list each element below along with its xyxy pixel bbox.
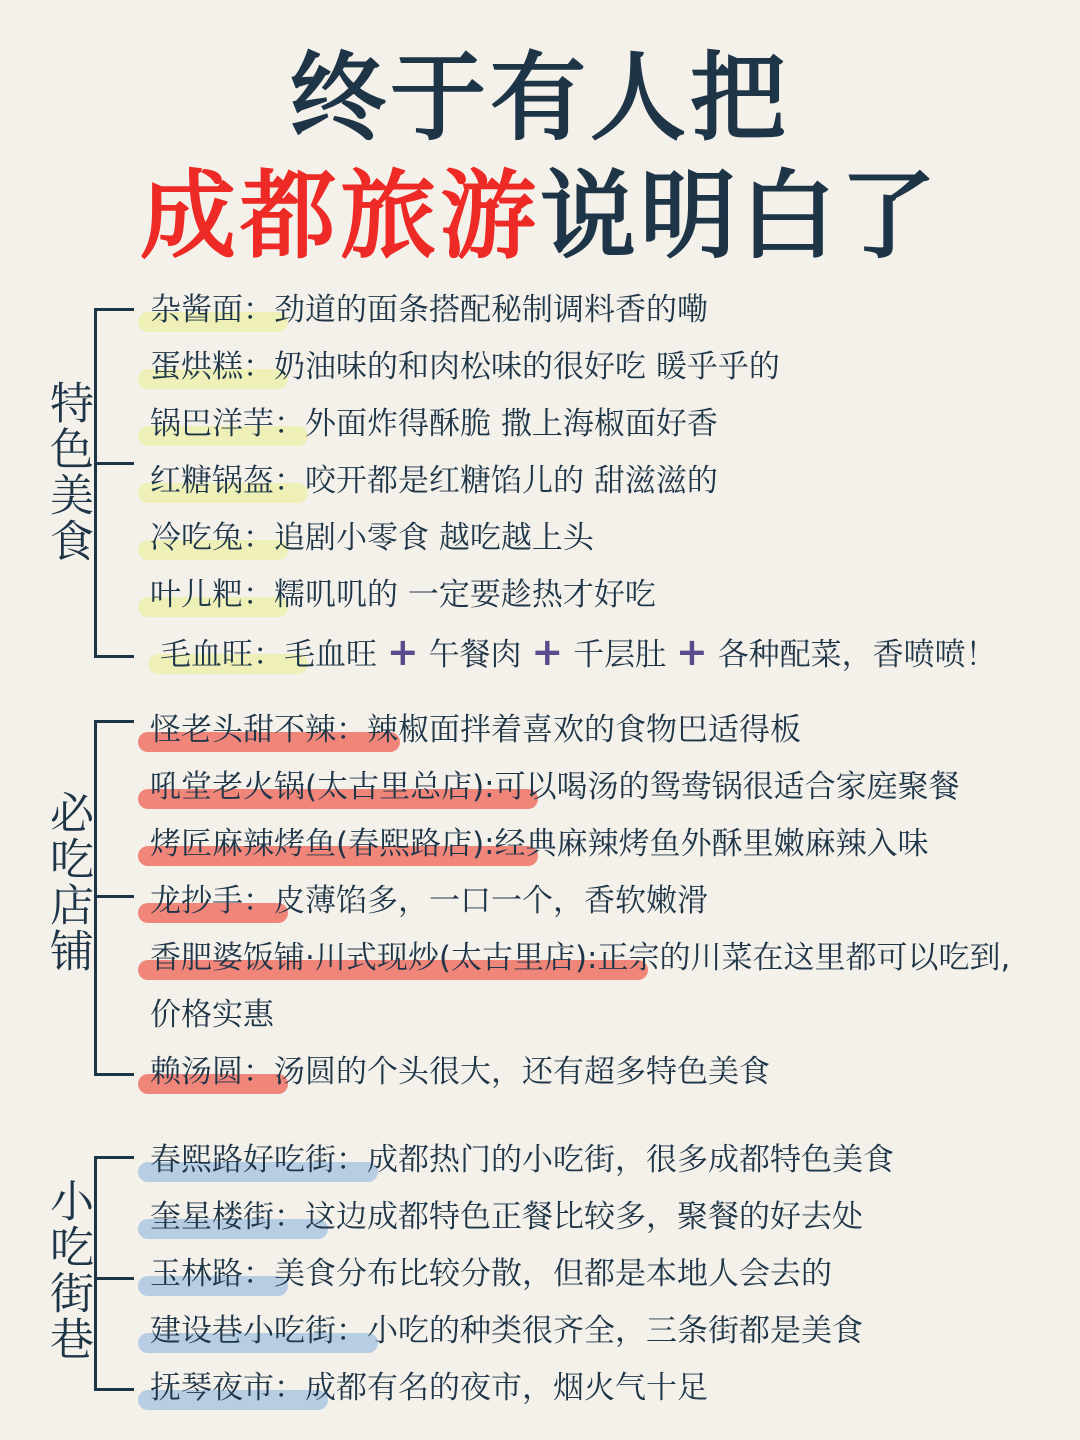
- item-name: 毛血旺：: [160, 637, 284, 673]
- list-item: [150, 1311, 1080, 1368]
- item-desc: 辣椒面拌着喜欢的食物巴适得板: [367, 712, 801, 748]
- item-name: 蛋烘糕：: [150, 349, 274, 385]
- item-desc: 成都热门的小吃街，很多成都特色美食: [367, 1142, 894, 1178]
- item-desc: 这边成都特色正餐比较多，聚餐的好去处: [305, 1199, 863, 1235]
- item-desc: 奶油味的和肉松味的很好吃 暖乎乎的: [274, 349, 780, 385]
- item-name: 建设巷小吃街：: [150, 1313, 367, 1349]
- item-desc: 咬开都是红糖馅儿的 甜滋滋的: [305, 463, 718, 499]
- list-item: [160, 632, 1080, 689]
- item-name: 红糖锅盔：: [150, 463, 305, 499]
- item-part: 千层肚: [573, 637, 667, 673]
- item-desc: 正宗的川菜在这里都可以吃到,: [597, 940, 1011, 976]
- list-item: [150, 1254, 1080, 1311]
- item-desc: 糯叽叽的 一定要趁热才好吃: [274, 577, 656, 613]
- item-desc: 汤圆的个头很大，还有超多特色美食: [274, 1054, 770, 1090]
- plus-icon: +: [386, 630, 419, 674]
- bracket-line: [94, 720, 134, 1076]
- item-name: 龙抄手：: [150, 883, 274, 919]
- item-name: 冷吃兔：: [150, 520, 274, 556]
- item-desc: 追剧小零食 越吃越上头: [274, 520, 594, 556]
- item-part: 毛血旺: [284, 637, 377, 673]
- list-item: [150, 290, 1080, 347]
- item-name: 杂酱面：: [150, 292, 274, 328]
- item-desc-continued: 价格实惠: [150, 997, 274, 1033]
- item-name: 叶儿粑：: [150, 577, 274, 613]
- bracket-tick: [94, 895, 134, 898]
- item-name: 春熙路好吃街：: [150, 1142, 367, 1178]
- bracket-line: [94, 308, 134, 658]
- list-item: [150, 938, 1080, 995]
- list-item: [150, 824, 1080, 881]
- item-desc: 成都有名的夜市，烟火气十足: [305, 1370, 708, 1406]
- item-name: 香肥婆饭铺·川式现炒(太古里店):: [150, 940, 598, 976]
- list-item: [150, 1197, 1080, 1254]
- item-name: 玉林路：: [150, 1256, 274, 1292]
- item-name: 赖汤圆：: [150, 1054, 274, 1090]
- item-desc: 劲道的面条搭配秘制调料香的嘞: [274, 292, 708, 328]
- item-name: 吼堂老火锅(太古里总店):: [150, 769, 495, 805]
- plus-icon: +: [531, 630, 564, 674]
- item-name: 怪老头甜不辣：: [150, 712, 367, 748]
- item-desc: 可以喝汤的鸳鸯锅很适合家庭聚餐: [494, 769, 960, 805]
- item-name: 奎星楼街：: [150, 1199, 305, 1235]
- title-line-2: [0, 140, 1080, 277]
- item-desc: 外面炸得酥脆 撒上海椒面好香: [305, 406, 718, 442]
- title-highlight: 成都旅游: [140, 160, 540, 272]
- plus-icon: +: [675, 630, 708, 674]
- item-desc: 小吃的种类很齐全，三条街都是美食: [367, 1313, 863, 1349]
- list-item: [150, 347, 1080, 404]
- item-part: 午餐肉: [428, 637, 522, 673]
- list-item: [150, 710, 1080, 767]
- bracket-tick: [94, 1277, 134, 1280]
- section-label: 特色美食: [42, 380, 93, 564]
- bracket-line: [94, 1156, 134, 1391]
- item-name: 抚琴夜市：: [150, 1370, 305, 1406]
- item-desc: 皮薄馅多，一口一个，香软嫩滑: [274, 883, 708, 919]
- item-name: 锅巴洋芋：: [150, 406, 305, 442]
- list-item: [150, 575, 1080, 632]
- list-item: [150, 1052, 1080, 1109]
- title-line-1: 终于有人把: [290, 42, 790, 154]
- section-label: 必吃店铺: [42, 790, 93, 974]
- list-item: [150, 518, 1080, 575]
- title-rest: 说明白了: [540, 160, 940, 272]
- item-part: 各种配菜，香喷喷！: [717, 637, 997, 673]
- bracket-tick: [94, 462, 134, 465]
- list-item: [150, 1140, 1080, 1197]
- list-item: [150, 881, 1080, 938]
- list-item: [150, 404, 1080, 461]
- list-item: [150, 767, 1080, 824]
- item-desc: 美食分布比较分散，但都是本地人会去的: [274, 1256, 832, 1292]
- item-name: 烤匠麻辣烤鱼(春熙路店):: [150, 826, 495, 862]
- item-desc: 经典麻辣烤鱼外酥里嫩麻辣入味: [494, 826, 929, 862]
- list-item: [150, 461, 1080, 518]
- section-label: 小吃街巷: [42, 1178, 93, 1362]
- list-item: [150, 1368, 1080, 1425]
